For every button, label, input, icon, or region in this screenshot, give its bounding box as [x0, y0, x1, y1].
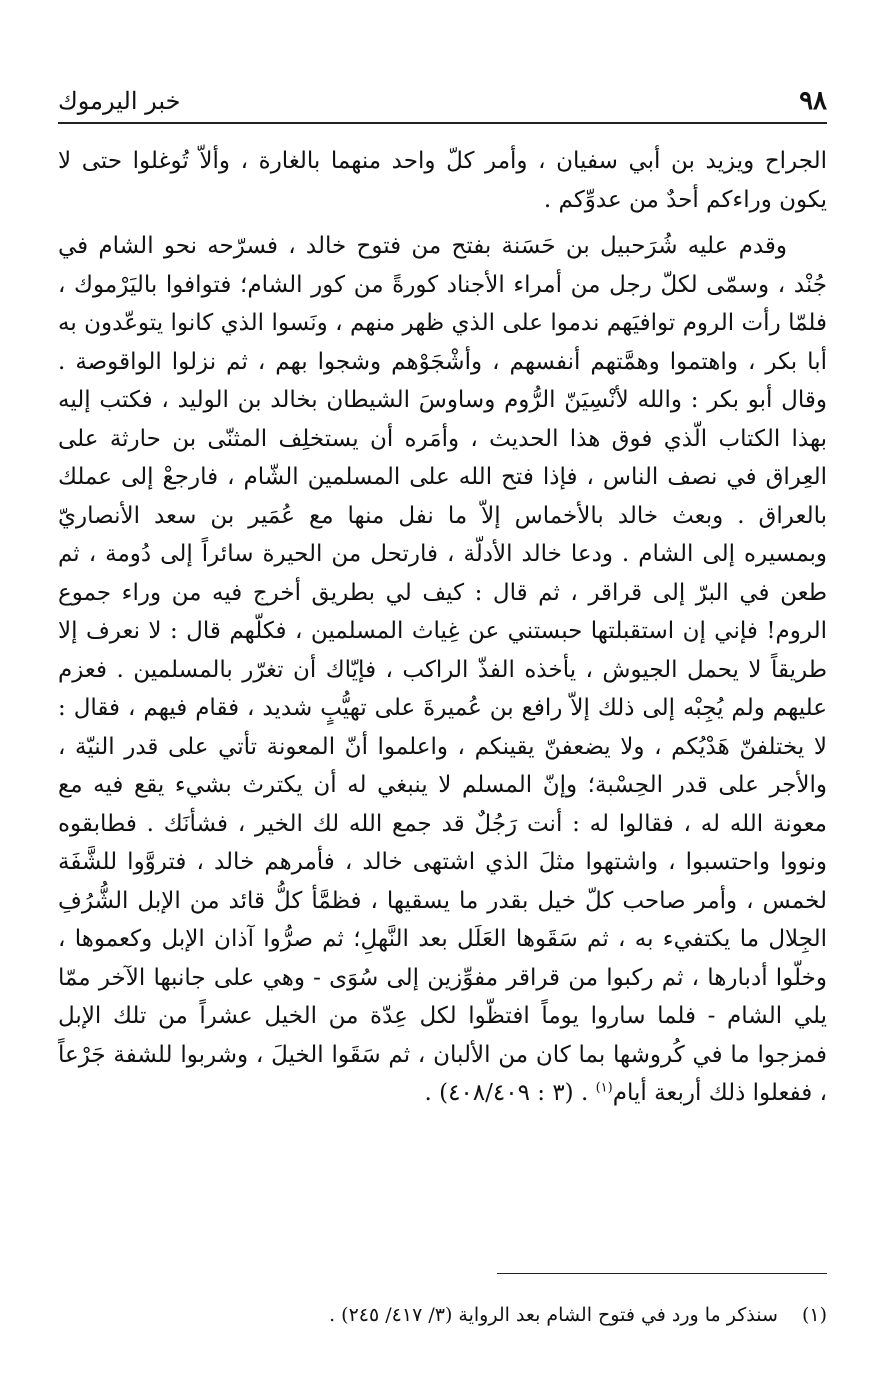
- footnote-rule: [497, 1273, 827, 1274]
- paragraph-2: [58, 227, 827, 1113]
- footnote-number: (١): [801, 1304, 827, 1326]
- header-rule: [58, 122, 827, 124]
- paragraph-1: الجراح ويزيد بن أبي سفيان ، وأمر كلّ واحد منهما بالغارة ، وألاّ تُوغلوا حتى لا يكون وراءكم أحدٌ من عدوِّكم .: [58, 148, 827, 213]
- paragraph-2-text: وقدم عليه شُرَحبيل بن حَسَنة بفتح من فتوح خالد ، فسرّحه نحو الشام في جُنْد ، وسمّى لكلّ رجل من أمراء الأجناد كورةً من كور الشام؛ فتوافوا باليَرْموك ، فلمّا رأت الروم توافيَهم ندموا على الذي ظهر منهم ، ونَسوا الذي كانوا يتوعّدون به أبا بكر ، واهتموا وهمَّتهم أنفسهم ، وأشْجَوْهم وشجوا بهم ، ثم نزلوا الواقوصة . وقال أبو بكر : والله لأنْسِيَنّ الرُّوم وساوسَ الشيطان بخالد بن الوليد ، فكتب إليه بهذا الكتاب الّذي فوق هذا الحديث ، وأمَره أن يستخلِف المثنّى بن حارثة على العِراق في نصف الناس ، فإذا فتح الله على المسلمين الشّام ، فارجعْ إلى عملك بالعراق . وبعث خالد بالأخماس إلاّ ما نفل منها مع عُمَير بن سعد الأنصاريّ وبمسيره إلى الشام . ودعا خالد الأدلّة ، فارتحل من الحيرة سائراً إلى دُومة ، ثم طعن في البرّ إلى قراقر ، ثم قال : كيف لي بطريق أخرج فيه من وراء جموع الروم! فإني إن استقبلتها حبستني عن غِياث المسلمين ، فكلّهم قال : لا نعرف إلا طريقاً لا يحمل الجيوش ، يأخذه الفذّ الراكب ، فإيّاك أن تغرّر بالمسلمين . فعزم عليهم ولم يُجِبْه إلى ذلك إلاّ رافع بن عُميرةَ على تهيُّبٍ شديد ، فقام فيهم ، فقال : لا يختلفنّ هَدْيُكم ، ولا يضعفنّ يقينكم ، واعلموا أنّ المعونة تأتي على قدر النيّة ، والأجر على قدر الحِسْبة؛ وإنّ المسلم لا ينبغي له أن يكترث بشيء يقع فيه مع معونة الله له ، فقالوا له : أنت رَجُلٌ قد جمع الله لك الخير ، فشأنَك . فطابقوه ونووا واحتسبوا ، واشتهوا مثلَ الذي اشتهى خالد ، فأمرهم خالد ، فتروَّوا للشَّفَة لخمس ، وأمر صاحب كلّ خيل بقدر ما يسقيها ، فظمَّأ كلُّ قائد من الإبل الشُّرُفِ الجِلال ما يكتفيء به ، ثم سَقَوها العَلَل بعد النَّهلِ؛ ثم صرُّوا آذان الإبل وكعموها ، وخلّوا أدبارها ، ثم ركبوا من قراقر مفوِّزين إلى سُوَى - وهي على جانبها الآخر ممّا يلي الشام - فلما ساروا يوماً افتظّوا لكل عِدّة من الخيل عشراً من تلك الإبل فمزجوا ما في كُروشها بما كان من الألبان ، ثم سَقَوا الخيلَ ، وشربوا للشفة جَرْعاً ، ففعلوا ذلك أربعة أيام: [58, 233, 827, 1106]
- page-header: [58, 84, 827, 118]
- footnote: [58, 1300, 827, 1330]
- page-number: ٩٨: [799, 86, 827, 116]
- paragraph-2-citation: . (٣ : ٤٠٨/٤٠٩) .: [424, 1080, 596, 1106]
- main-text: [58, 142, 827, 1113]
- footnote-reference: (١): [595, 1080, 613, 1096]
- running-title: خبر اليرموك: [58, 87, 181, 115]
- footnote-text: سنذكر ما ورد في فتوح الشام بعد الرواية (٣/ ٤١٧/ ٢٤٥) .: [329, 1304, 778, 1326]
